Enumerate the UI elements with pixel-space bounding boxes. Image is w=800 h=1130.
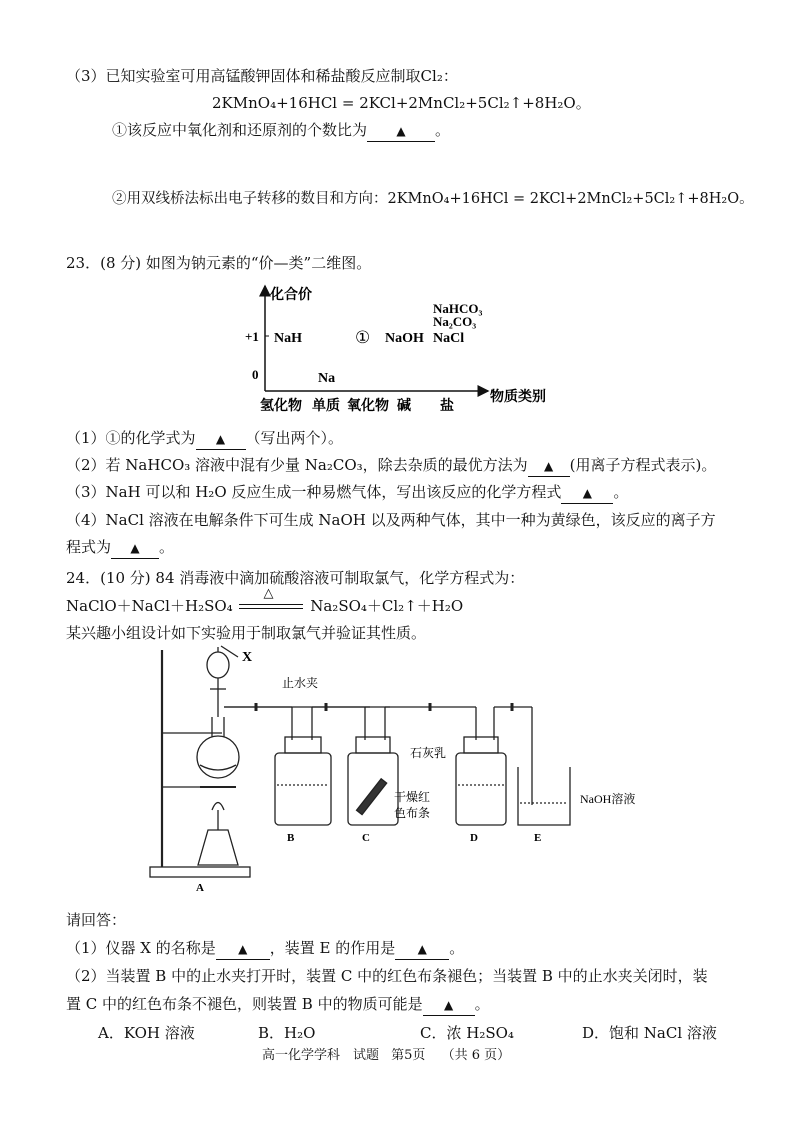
q22-3-sub1-end: 。 xyxy=(435,121,451,139)
blank-mark: ▲ xyxy=(417,942,427,956)
point-nah: NaH xyxy=(274,331,302,346)
label-x: X xyxy=(242,650,253,665)
blank-mark: ▲ xyxy=(443,998,454,1012)
label-e: E xyxy=(534,832,542,844)
q22-3-sub2: ②用双线桥法标出电子转移的数目和方向：2KMnO₄+16HCl = 2KCl+2MnCl₂+5Cl₂↑+8H₂O。 xyxy=(112,191,754,207)
q23-2-end: (用离子方程式表示)。 xyxy=(569,456,717,474)
option-c[interactable]: C．浓 H₂SO₄ xyxy=(420,1024,514,1042)
option-d[interactable]: D．饱和 NaCl 溶液 xyxy=(582,1024,717,1042)
q24-2-line2 xyxy=(66,994,490,1016)
q24-equation xyxy=(66,586,464,616)
q23-1 xyxy=(66,428,343,450)
point-oxide-circle1: ① xyxy=(355,328,371,347)
answer-blank[interactable] xyxy=(561,482,613,504)
stand-base xyxy=(150,867,250,877)
q24-2-text: 置 C 中的红色布条不褪色，则装置 B 中的物质可能是 xyxy=(66,995,423,1013)
label-b: B xyxy=(287,832,295,844)
y-axis-label: 化合价 xyxy=(270,288,312,303)
footer-subject: 高一化学学科 试题 xyxy=(262,1048,380,1063)
q23-1-text: （1）①的化学式为 xyxy=(66,429,196,447)
valence-class-chart xyxy=(240,278,560,413)
q23-3-end: 。 xyxy=(613,483,629,501)
q24-1-mid: ，装置 E 的作用是 xyxy=(269,939,396,957)
dry-red-cloth-strip xyxy=(357,779,387,815)
q23-3 xyxy=(66,482,628,504)
point-nahco3: NaHCO₃ xyxy=(433,301,483,316)
q24-header: 24．(10 分) 84 消毒液中滴加硫酸溶液可制取氯气，化学方程式为： xyxy=(66,569,525,587)
option-a[interactable]: A．KOH 溶液 xyxy=(98,1024,195,1042)
answer-blank[interactable] xyxy=(111,537,159,559)
q24-1-end: 。 xyxy=(449,939,465,957)
q23-4-text: 程式为 xyxy=(66,538,112,556)
footer-page: 第5页 xyxy=(391,1048,426,1063)
q22-3-sub1 xyxy=(112,120,450,142)
q24-1 xyxy=(66,938,464,960)
apparatus-diagram xyxy=(140,645,680,893)
blank-mark: ▲ xyxy=(396,124,406,138)
label-c: C xyxy=(362,832,370,844)
q23-2 xyxy=(66,455,716,477)
q22-3-sub1-text: ①该反应中氧化剂和还原剂的个数比为 xyxy=(112,121,368,139)
category-element: 单质 xyxy=(312,399,340,413)
q24-2-line1: （2）当装置 B 中的止水夹打开时，装置 C 中的红色布条褪色；当装置 B 中的止水夹关闭时，装 xyxy=(66,967,708,985)
footer-total: （共 6 页） xyxy=(441,1048,511,1063)
q24-reactants: NaClO＋NaCl＋H₂SO₄ xyxy=(66,597,233,615)
label-limewater: 石灰乳 xyxy=(410,746,447,760)
page-footer xyxy=(262,1046,510,1066)
q23-1-end: （写出两个）。 xyxy=(245,429,344,447)
bottle-d xyxy=(456,753,506,825)
answer-blank[interactable] xyxy=(216,938,270,960)
blank-mark: ▲ xyxy=(215,432,226,446)
label-dry-cloth-2: 色布条 xyxy=(394,806,431,820)
round-bottom-flask xyxy=(197,736,239,778)
heat-symbol: △ xyxy=(263,586,274,601)
point-naoh: NaOH xyxy=(385,331,424,346)
blank-mark: ▲ xyxy=(130,541,140,555)
y-tick-zero: 0 xyxy=(252,367,259,382)
blank-mark: ▲ xyxy=(582,486,593,500)
label-a: A xyxy=(196,882,204,893)
q23-2-text: （2）若 NaHCO₃ 溶液中混有少量 Na₂CO₃，除去杂质的最优方法为 xyxy=(66,456,528,474)
category-base: 碱 xyxy=(397,399,411,413)
point-nacl: NaCl xyxy=(433,331,465,346)
answer-blank[interactable] xyxy=(528,455,570,477)
category-hydride: 氢化物 xyxy=(260,399,302,413)
category-salt: 盐 xyxy=(440,399,454,413)
q24-products: Na₂SO₄＋Cl₂↑＋H₂O xyxy=(310,597,464,615)
heat-condition xyxy=(237,586,305,614)
y-tick-plus1: +1 xyxy=(245,329,259,344)
q23-header: 23．(8 分) 如图为钠元素的“价—类”二维图。 xyxy=(66,254,372,272)
q24-design: 某兴趣小组设计如下实验用于制取氯气并验证其性质。 xyxy=(66,624,427,642)
answer-blank[interactable] xyxy=(395,938,449,960)
q23-4-line2 xyxy=(66,537,174,559)
alcohol-lamp xyxy=(198,830,238,865)
q24-1-text: （1）仪器 X 的名称是 xyxy=(66,939,216,957)
label-clamp: 止水夹 xyxy=(282,676,319,690)
blank-mark: ▲ xyxy=(238,942,248,956)
separatory-funnel-x xyxy=(207,652,229,678)
label-d: D xyxy=(470,832,478,844)
point-na2co3: Na₂CO₃ xyxy=(433,314,477,329)
bottle-b xyxy=(275,753,331,825)
q22-3-equation: 2KMnO₄+16HCl = 2KCl+2MnCl₂+5Cl₂↑+8H₂O。 xyxy=(212,94,591,112)
q23-4-end: 。 xyxy=(159,538,175,556)
answer-blank[interactable] xyxy=(367,120,435,142)
blank-mark: ▲ xyxy=(544,459,554,473)
point-na: Na xyxy=(318,371,336,386)
answer-blank[interactable] xyxy=(423,994,475,1016)
q24-please: 请回答： xyxy=(66,911,127,929)
x-axis-label: 物质类别 xyxy=(490,390,546,405)
q23-3-text: （3）NaH 可以和 H₂O 反应生成一种易燃气体，写出该反应的化学方程式 xyxy=(66,483,562,501)
category-oxide: 氧化物 xyxy=(347,399,389,413)
q24-2-end: 。 xyxy=(474,995,490,1013)
beaker-e xyxy=(518,767,570,825)
q22-3-intro: （3）已知实验室可用高锰酸钾固体和稀盐酸反应制取Cl₂： xyxy=(66,67,458,85)
answer-blank[interactable] xyxy=(196,428,246,450)
q23-4-line1: （4）NaCl 溶液在电解条件下可生成 NaOH 以及两种气体，其中一种为黄绿色，该反应的离子方 xyxy=(66,511,716,529)
label-naoh: NaOH溶液 xyxy=(580,792,636,806)
option-b[interactable]: B．H₂O xyxy=(258,1024,316,1042)
label-dry-cloth-1: 干燥红 xyxy=(394,790,431,804)
